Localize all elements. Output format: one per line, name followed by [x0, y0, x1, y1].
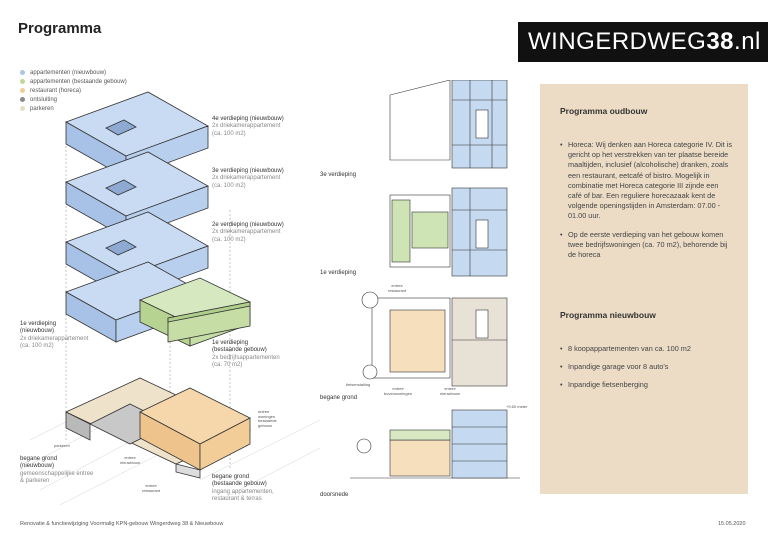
label-floor-3: 3e verdieping (nieuwbouw) 2x driekamerappartement (ca. 100 m2) — [212, 168, 284, 189]
plan-note-entree-nieuwbouw: entree nieuwbouw — [440, 386, 461, 396]
brand-number: 38 — [706, 28, 735, 55]
program-panel — [540, 84, 748, 494]
brand-prefix: WINGERDWEG — [528, 28, 707, 55]
plan-note-entree-bovenwoningen: entree bovenwoningen — [384, 386, 413, 396]
old-list — [560, 140, 732, 268]
section-height-tag: +9.60 meter — [506, 404, 528, 409]
legend-item: restaurant (horeca) — [20, 86, 127, 95]
plan-begane-grond — [362, 292, 507, 386]
floor-plans — [340, 80, 530, 500]
plan-label-doorsnede: doorsnede — [320, 492, 349, 498]
label-floor-1-new: 1e verdieping (nieuwbouw) 2x driekamerappartement (ca. 100 m2) — [20, 321, 89, 350]
plan-label-bg: begane grond — [320, 395, 358, 401]
heading-old: Programma oudbouw — [560, 106, 648, 116]
heading-new: Programma nieuwbouw — [560, 310, 656, 320]
axo-label-parkeren: parkeren — [54, 443, 70, 448]
brand-suffix: .nl — [734, 28, 761, 55]
list-item: • Inpandige garage voor 8 auto's — [560, 362, 732, 372]
legend-item: ontsluiting — [20, 95, 127, 104]
plan-3e-verdieping — [390, 80, 507, 168]
footer-project: Renovatie & functiewijziging Voormalig KPN-gebouw Wingerdweg 38 & Nieuwbouw — [20, 521, 224, 527]
plan-note-fietsenstalling: fietsenstalling — [346, 382, 371, 387]
section-drawing — [350, 410, 520, 478]
ground-floor-volume — [66, 378, 250, 478]
legend-item: appartementen (bestaande gebouw) — [20, 77, 127, 86]
new-list — [560, 344, 732, 399]
page-title: Programma — [18, 20, 102, 37]
brand-logo — [518, 22, 768, 62]
list-item: • Horeca: Wij denken aan Horeca categorie IV. Dit is gericht op het verstrekken van ter plaatse bereide maaltijden, inclusief (alcoholische) dranken, zoals een restaurant, eetcafé of bistro. Mogelijk in combinatie met Horeca categorie III zijnde een café of bar. Een reguliere horecazaak kent de volgende openingstijden in Amsterdam: 07.00 - 01.00 uur. — [560, 140, 732, 222]
label-ground-floor-new: begane grond (nieuwbouw) gemeenschappelijke entree & parkeren — [20, 456, 94, 485]
label-floor-2: 2e verdieping (nieuwbouw) 2x driekamerappartement (ca. 100 m2) — [212, 222, 284, 243]
label-floor-4: 4e verdieping (nieuwbouw) 2x driekamerappartement (ca. 100 m2) — [212, 116, 284, 137]
list-item: • Inpandige fietsenberging — [560, 380, 732, 390]
plan-note-entree-restaurant: entree restaurant — [388, 283, 407, 293]
plan-1e-verdieping — [390, 188, 507, 276]
legend-item: appartementen (nieuwbouw) — [20, 68, 127, 77]
axo-label-entree-restaurant: entree restaurant — [142, 483, 161, 493]
label-ground-floor-existing: begane grond (bestaande gebouw) ingang appartementen, restaurant & terras — [212, 474, 274, 503]
footer-date: 15.05.2020 — [718, 521, 746, 527]
list-item: • Op de eerste verdieping van het gebouw komen twee bedrijfswoningen (ca. 70 m2), behorende bij de horeca — [560, 230, 732, 261]
axo-label-entree-woningen: entree woningen bestaande gebouw — [258, 409, 277, 428]
legend-item: parkeren — [20, 104, 127, 113]
list-item: • 8 koopappartementen van ca. 100 m2 — [560, 344, 732, 354]
plan-label-3e: 3e verdieping — [320, 172, 357, 178]
label-floor-1-existing: 1e verdieping (bestaande gebouw) 2x bedrijfsappartementen (ca. 70 m2) — [212, 340, 280, 369]
plan-label-1e: 1e verdieping — [320, 270, 357, 276]
axo-label-entree-nieuwbouw: entree nieuwbouw — [120, 455, 141, 465]
legend-dot — [20, 70, 25, 75]
